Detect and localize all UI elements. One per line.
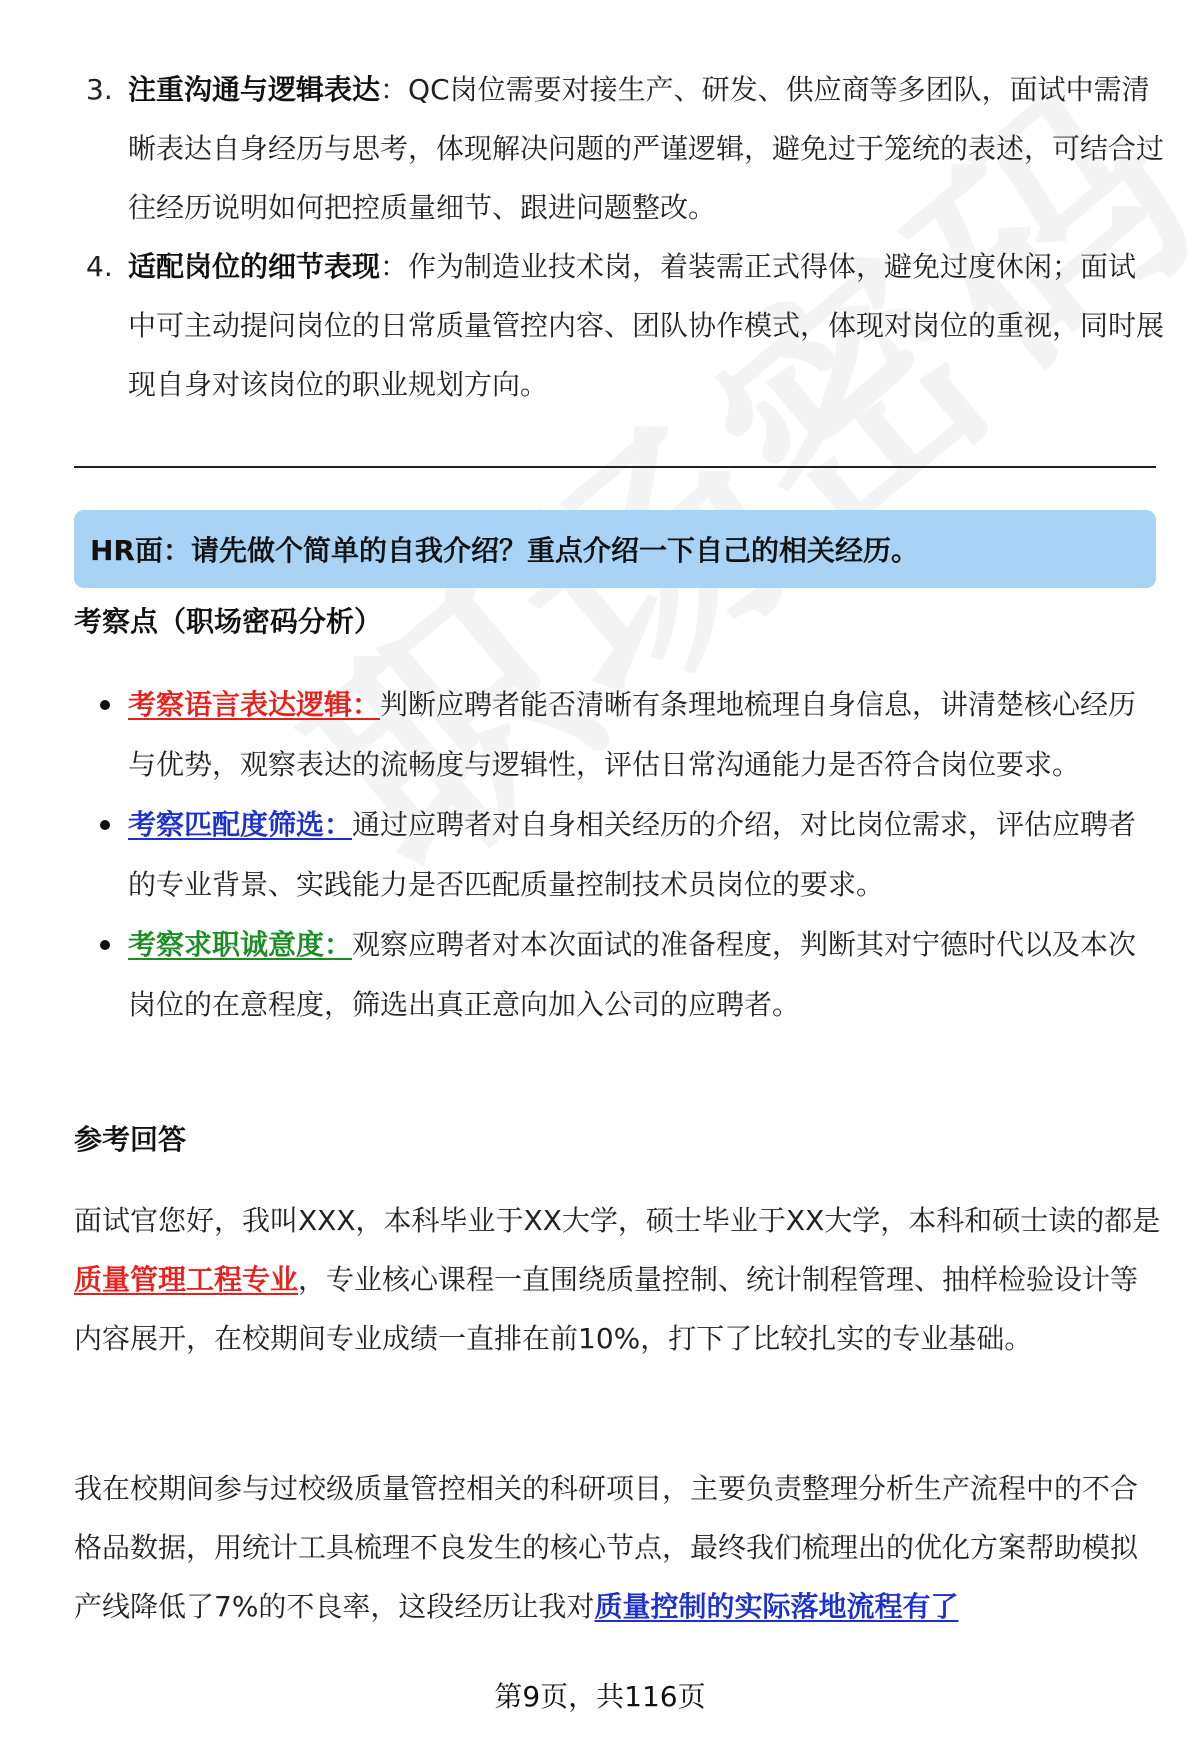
answer-highlight: 质量管理工程专业 — [74, 1263, 299, 1296]
question-text: HR面：请先做个简单的自我介绍？重点介绍一下自己的相关经历。 — [90, 534, 919, 567]
bullet-icon — [100, 940, 110, 950]
tip-title: 适配岗位的细节表现 — [128, 250, 381, 283]
bullet-icon — [100, 820, 110, 830]
list-item — [74, 60, 1164, 237]
tip-body: 作为制造业技术岗，着装需正式得体，避免过度休闲；面试中可主动提问岗位的日常质量管控内容、团队协作模式，体现对岗位的重视，同时展现自身对该岗位的职业规划方向。 — [128, 250, 1165, 401]
answer-heading: 参考回答 — [74, 1123, 187, 1156]
tip-separator: ： — [380, 73, 409, 106]
point-tag: 考察匹配度筛选： — [128, 808, 353, 841]
page-number: 第9页，共116页 — [494, 1680, 706, 1713]
bullet-icon — [100, 700, 110, 710]
list-number: 3. — [86, 73, 113, 106]
analysis-heading: 考察点（职场密码分析） — [74, 605, 383, 638]
list-item — [74, 915, 1164, 1035]
tip-separator: ： — [380, 250, 409, 283]
point-text: 通过应聘者对自身相关经历的介绍，对比岗位需求，评估应聘者的专业背景、实践能力是否匹配质量控制技术员岗位的要求。 — [128, 808, 1137, 901]
list-item — [74, 237, 1164, 414]
point-tag: 考察语言表达逻辑： — [128, 688, 381, 721]
answer-text: ，专业核心课程一直围绕质量控制、统计制程管理、抽样检验设计等内容展开，在校期间专业成绩一直排在前10%，打下了比较扎实的专业基础。 — [74, 1263, 1139, 1355]
point-tag: 考察求职诚意度： — [128, 928, 353, 961]
list-item — [74, 675, 1164, 795]
point-text: 判断应聘者能否清晰有条理地梳理自身信息，讲清楚核心经历与优势，观察表达的流畅度与逻辑性，评估日常沟通能力是否符合岗位要求。 — [128, 688, 1137, 781]
answer-highlight: 质量控制的实际落地流程有了 — [594, 1590, 959, 1623]
tip-title: 注重沟通与逻辑表达 — [128, 73, 381, 106]
list-number: 4. — [86, 250, 113, 283]
point-text: 观察应聘者对本次面试的准备程度，判断其对宁德时代以及本次岗位的在意程度，筛选出真正意向加入公司的应聘者。 — [128, 928, 1137, 1021]
section-divider — [74, 466, 1156, 468]
answer-text: 我在校期间参与过校级质量管控相关的科研项目，主要负责整理分析生产流程中的不合格品数据，用统计工具梳理不良发生的核心节点，最终我们梳理出的优化方案帮助模拟产线降低了7%的不良率，这段经历让我对 — [74, 1472, 1139, 1623]
answer-paragraph — [74, 1459, 1164, 1636]
list-item — [74, 795, 1164, 915]
tip-body: QC岗位需要对接生产、研发、供应商等多团队，面试中需清晰表达自身经历与思考，体现解决问题的严谨逻辑，避免过于笼统的表述，可结合过往经历说明如何把控质量细节、跟进问题整改。 — [128, 73, 1165, 224]
answer-paragraph — [74, 1191, 1164, 1368]
question-box — [74, 510, 1156, 588]
analysis-list — [74, 675, 1164, 1035]
answer-text: 面试官您好，我叫XXX，本科毕业于XX大学，硕士毕业于XX大学，本科和硕士读的都是 — [74, 1204, 1161, 1237]
tips-list — [74, 60, 1164, 414]
